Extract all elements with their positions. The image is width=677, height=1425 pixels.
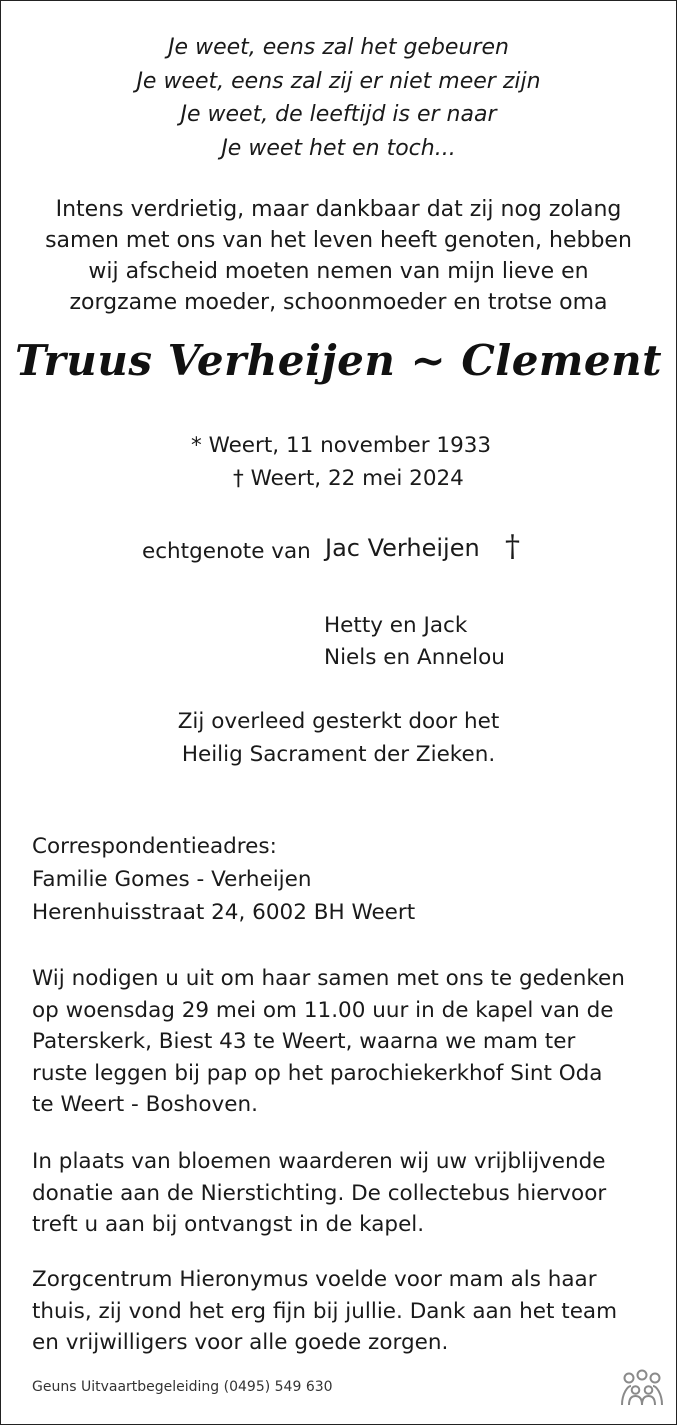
spouse-label: echtgenote van bbox=[142, 539, 311, 564]
sacrament-text bbox=[1, 705, 676, 771]
poem bbox=[1, 31, 676, 165]
children-item: Hetty en Jack bbox=[324, 613, 468, 638]
funeral-director-footer: Geuns Uitvaartbegeleiding (0495) 549 630 bbox=[32, 1379, 333, 1395]
service-paragraph bbox=[32, 963, 625, 1121]
poem-line: Je weet het en toch... bbox=[221, 135, 456, 161]
birth-date: * Weert, 11 november 1933 bbox=[191, 433, 492, 458]
poem-line: Je weet, de leeftijd is er naar bbox=[180, 102, 497, 127]
children-item: Niels en Annelou bbox=[324, 645, 505, 670]
family-group-icon bbox=[619, 1369, 665, 1407]
address-line: Familie Gomes - Verheijen bbox=[32, 867, 312, 892]
paragraph-line: treft u aan bij ontvangst in de kapel. bbox=[32, 1212, 425, 1237]
poem-line: Je weet, eens zal zij er niet meer zijn bbox=[136, 68, 541, 94]
address-line: Correspondentieadres: bbox=[32, 834, 277, 859]
intro-line: wij afscheid moeten nemen van mijn lieve en bbox=[88, 259, 589, 284]
address-line: Herenhuisstraat 24, 6002 BH Weert bbox=[32, 900, 416, 925]
correspondence-address bbox=[32, 830, 415, 929]
children-list bbox=[324, 610, 505, 674]
deceased-name: Truus Verheijen ~ Clement bbox=[14, 336, 663, 385]
spouse-cross-icon: † bbox=[505, 529, 520, 564]
paragraph-line: Zorgcentrum Hieronymus voelde voor mam als haar bbox=[32, 1267, 597, 1292]
sacrament-line: Heilig Sacrament der Zieken. bbox=[181, 742, 496, 767]
paragraph-line: ruste leggen bij pap op het parochiekerkhof Sint Oda bbox=[32, 1060, 603, 1086]
paragraph-line: Paterskerk, Biest 43 te Weert, waarna we mam ter bbox=[32, 1029, 576, 1054]
intro-text bbox=[1, 194, 676, 318]
paragraph-line: In plaats van bloemen waarderen wij uw vrijblijvende bbox=[32, 1149, 606, 1174]
spouse-name: Jac Verheijen bbox=[325, 534, 480, 562]
donation-paragraph bbox=[32, 1146, 606, 1241]
paragraph-line: op woensdag 29 mei om 11.00 uur in de kapel van de bbox=[32, 997, 614, 1023]
intro-line: samen met ons van het leven heeft genoten, hebben bbox=[45, 228, 632, 253]
intro-line: Intens verdrietig, maar dankbaar dat zij nog zolang bbox=[55, 197, 622, 222]
poem-line: Je weet, eens zal het gebeuren bbox=[168, 35, 509, 60]
paragraph-line: donatie aan de Nierstichting. De collectebus hiervoor bbox=[32, 1180, 607, 1206]
intro-line: zorgzame moeder, schoonmoeder en trotse oma bbox=[69, 290, 608, 315]
paragraph-line: thuis, zij vond het erg fijn bij jullie. Dank aan het team bbox=[32, 1298, 618, 1324]
paragraph-line: en vrijwilligers voor alle goede zorgen. bbox=[32, 1330, 449, 1355]
thanks-paragraph bbox=[32, 1264, 617, 1359]
sacrament-line: Zij overleed gesterkt door het bbox=[177, 709, 500, 734]
paragraph-line: te Weert - Boshoven. bbox=[32, 1092, 258, 1117]
death-date: † Weert, 22 mei 2024 bbox=[233, 466, 464, 491]
paragraph-line: Wij nodigen u uit om haar samen met ons te gedenken bbox=[32, 966, 625, 991]
